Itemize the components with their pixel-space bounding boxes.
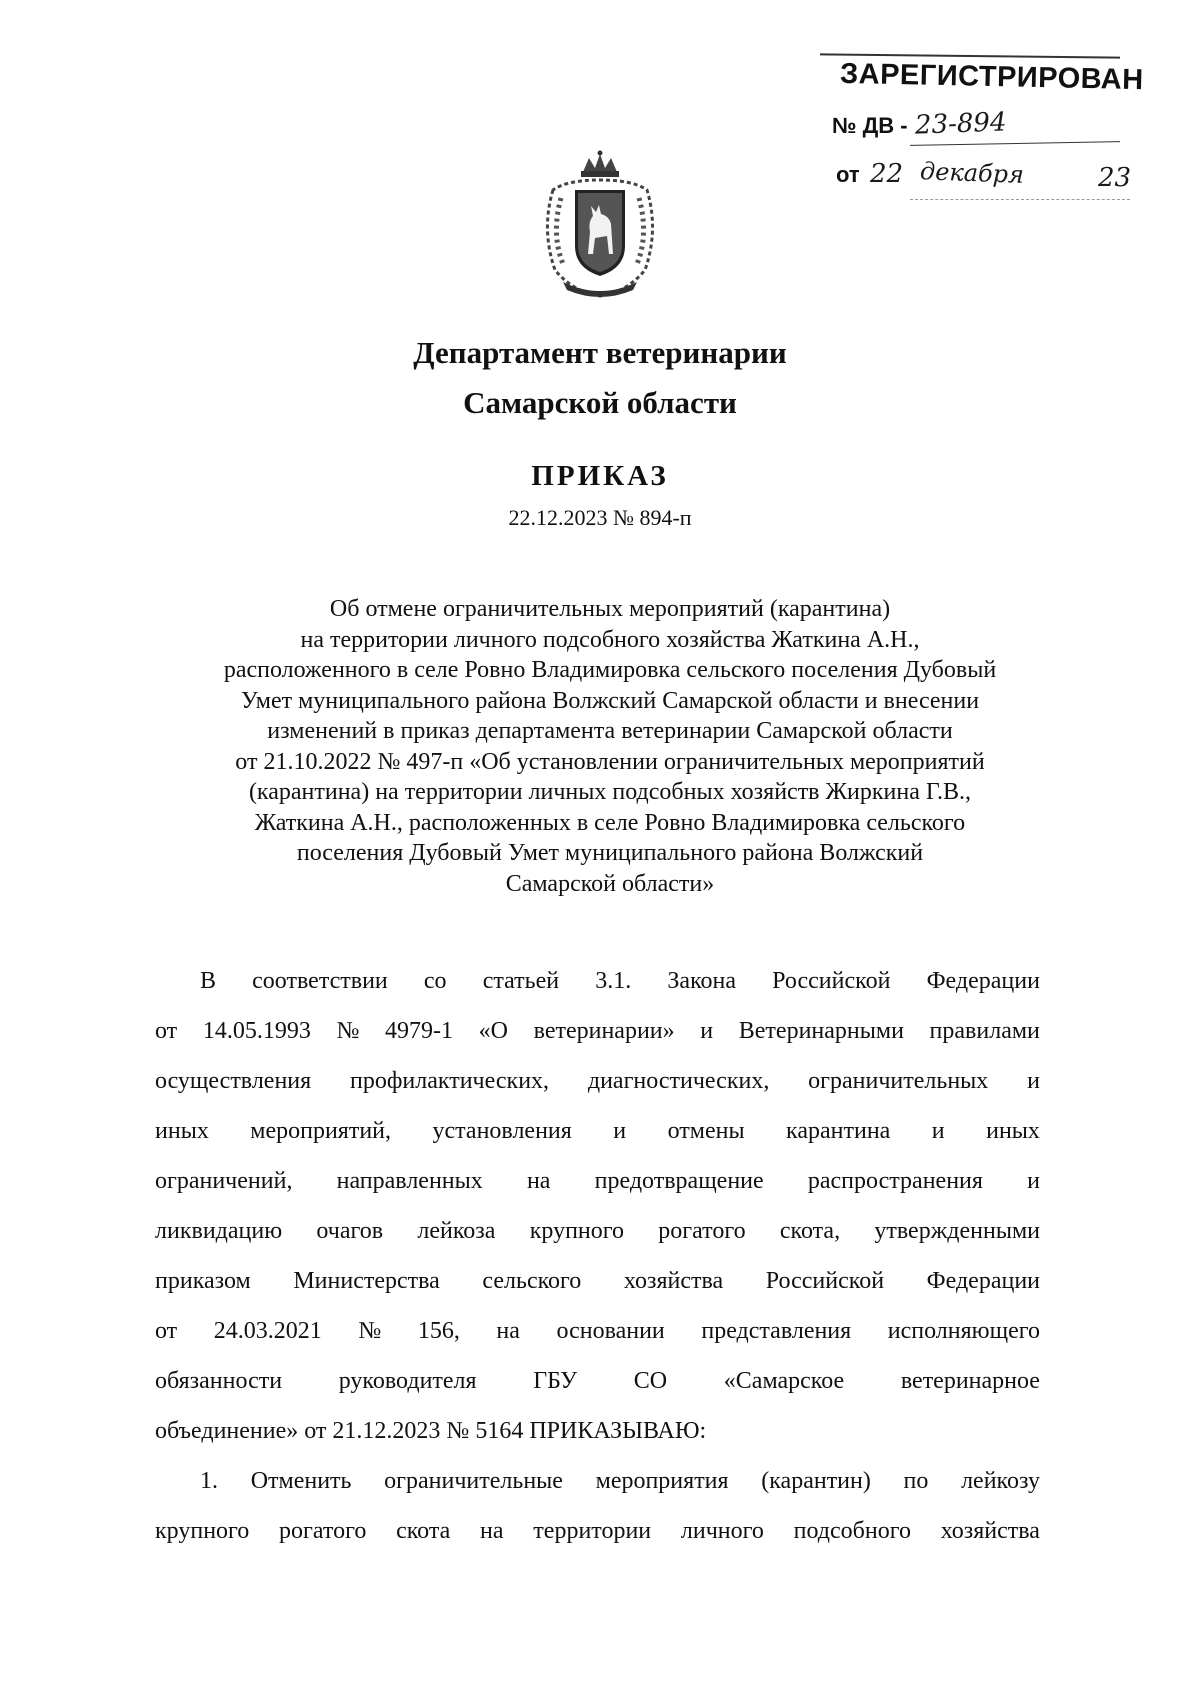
stamp-date-month: декабря xyxy=(919,157,1025,189)
stamp-title: ЗАРЕГИСТРИРОВАН xyxy=(839,57,1144,97)
subject-line: Жаткина А.Н., расположенных в селе Ровно Владимировка сельского xyxy=(254,809,966,836)
subject-line: поселения Дубовый Умет муниципального района Волжский xyxy=(296,840,924,866)
subject-line: Самарской области» xyxy=(505,870,715,897)
department-line-1: Департамент ветеринарии xyxy=(413,335,787,370)
stamp-date-label: от xyxy=(836,162,860,187)
stamp-number-handwritten: 23-894 xyxy=(914,107,1007,141)
body-line: ограничений, направленных на предотвращение распространения и xyxy=(155,1168,1040,1194)
stamp-number-label: № ДВ - xyxy=(832,113,908,138)
subject-line: Об отмене ограничительных мероприятий (карантина) xyxy=(329,596,891,622)
body-line: от 14.05.1993 № 4979-1 «О ветеринарии» и Ветеринарными правилами xyxy=(155,1018,1040,1044)
body-line: осуществления профилактических, диагностических, ограничительных и xyxy=(155,1068,1040,1094)
body-line: от 24.03.2021 № 156, на основании представления исполняющего xyxy=(155,1318,1040,1344)
subject-line: от 21.10.2022 № 497-п «Об установлении ограничительных мероприятий xyxy=(235,748,985,775)
stamp-date-year: 23 xyxy=(1098,163,1132,193)
document-date-number: 22.12.2023 № 894-п xyxy=(508,505,692,530)
body-line: приказом Министерства сельского хозяйства Российской Федерации xyxy=(155,1268,1040,1294)
subject-line: на территории личного подсобного хозяйства Жаткина А.Н., xyxy=(300,626,920,653)
order-body xyxy=(155,0,1040,1695)
body-line: ликвидацию очагов лейкоза крупного рогатого скота, утвержденными xyxy=(155,1218,1040,1244)
body-line: 1. Отменить ограничительные мероприятия (карантин) по лейкозу xyxy=(200,1468,1040,1494)
department-line-2: Самарской области xyxy=(463,385,737,420)
subject-line: (карантина) на территории личных подсобных хозяйств Жиркина Г.В., xyxy=(248,779,972,805)
subject-line: Умет муниципального района Волжский Самарской области и внесении xyxy=(240,687,980,714)
subject-line: изменений в приказ департамента ветеринарии Самарской области xyxy=(267,718,953,744)
body-line: иных мероприятий, установления и отмены карантина и иных xyxy=(155,1118,1040,1144)
stamp-date-day: 22 xyxy=(870,159,904,189)
body-line: обязанности руководителя ГБУ СО «Самарское ветеринарное xyxy=(155,1368,1040,1394)
document-type: ПРИКАЗ xyxy=(531,460,669,492)
body-line: объединение» от 21.12.2023 № 5164 ПРИКАЗЫВАЮ: xyxy=(155,1418,707,1444)
body-line: В соответствии со статьей 3.1. Закона Российской Федерации xyxy=(200,968,1040,994)
body-line: крупного рогатого скота на территории личного подсобного хозяйства xyxy=(155,1518,1040,1544)
subject-line: расположенного в селе Ровно Владимировка сельского поселения Дубовый xyxy=(223,657,997,683)
